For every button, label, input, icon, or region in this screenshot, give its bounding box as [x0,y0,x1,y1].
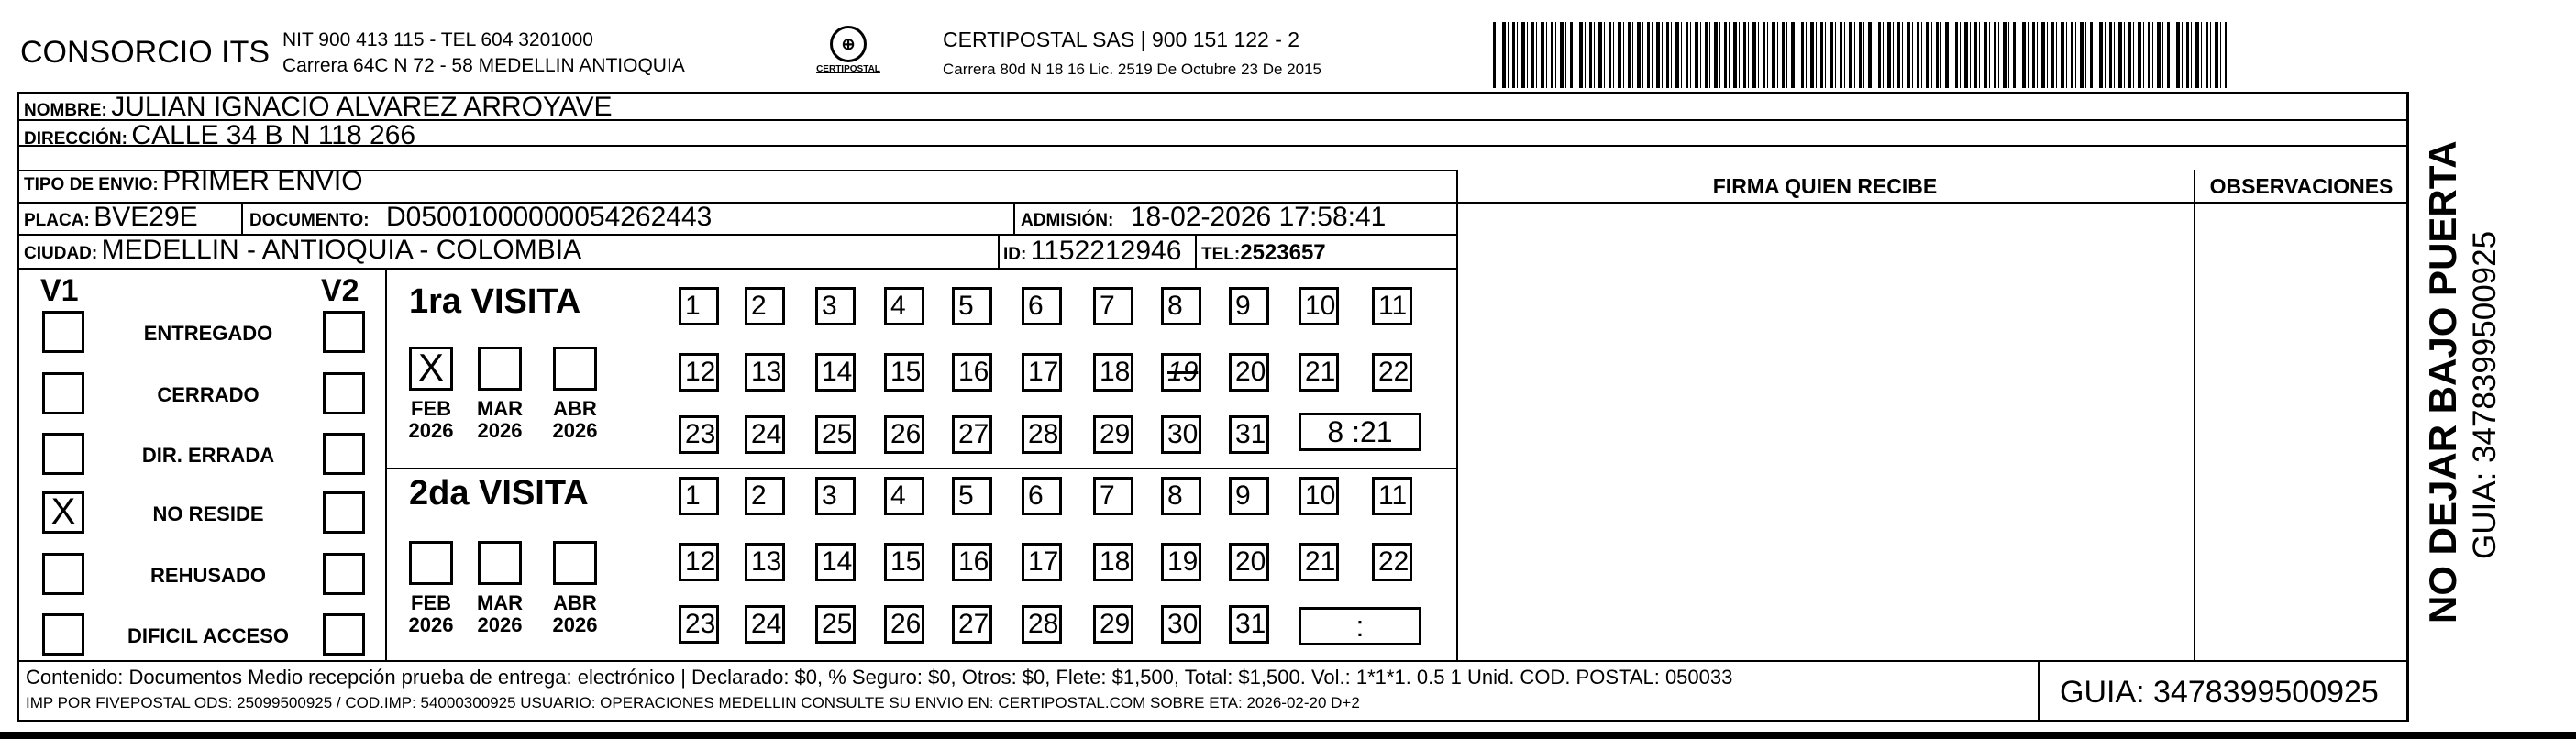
day-box[interactable]: 7 [1093,287,1133,325]
day-box[interactable]: 10 [1299,287,1339,325]
day-box[interactable]: 15 [884,543,924,581]
day-box[interactable]: 22 [1372,543,1412,581]
tipo-row [24,166,363,197]
nombre-row [24,92,613,123]
month-label [470,398,529,442]
status-label: NO RESIDE [152,502,264,525]
day-box[interactable]: 9 [1229,287,1269,325]
day-box[interactable]: 7 [1093,477,1133,515]
month-label [470,592,529,636]
v1-checkbox[interactable] [42,311,84,353]
day-box[interactable]: 13 [745,543,785,581]
day-box[interactable]: 25 [815,605,856,644]
placa-row [24,202,198,233]
nombre-value: JULIAN IGNACIO ALVAREZ ARROYAVE [111,92,613,122]
day-box[interactable]: 14 [815,353,856,392]
day-box[interactable]: 8 [1161,477,1201,515]
day-box[interactable]: 9 [1229,477,1269,515]
day-box[interactable]: 15 [884,353,924,392]
v2-checkbox[interactable] [323,372,365,414]
month-year: 2026 [477,613,523,636]
day-box[interactable]: 4 [884,477,924,515]
day-box[interactable]: 14 [815,543,856,581]
day-box[interactable]: 11 [1372,287,1412,325]
month-year: 2026 [408,613,454,636]
day-box[interactable]: 16 [952,543,992,581]
day-box[interactable]: 30 [1161,415,1201,454]
placa-value: BVE29E [94,202,198,232]
status-label: CERRADO [157,383,260,406]
tel-label: TEL: [1201,245,1241,264]
day-box[interactable]: 29 [1093,605,1133,644]
certipostal-info: CERTIPOSTAL SAS | 900 151 122 - 2 [943,28,1300,51]
v2-header: V2 [321,273,359,308]
day-box[interactable]: 24 [745,605,785,644]
direccion-value: CALLE 34 B N 118 266 [131,120,416,150]
divider [1456,170,1458,660]
day-box[interactable]: 2 [745,477,785,515]
day-box[interactable]: 16 [952,353,992,392]
status-label: DIFICIL ACCESO [127,624,289,647]
day-box[interactable]: 29 [1093,415,1133,454]
day-box[interactable]: 27 [952,415,992,454]
visit2-time[interactable]: : [1299,607,1421,645]
id-row [1003,236,1181,267]
admision-row [1021,202,1386,233]
footer-content: Contenido: Documentos Medio recepción prueba de entrega: electrónico | Declarado: $0, % Seguro: $0, Otros: $0, Flete: $1,500, Total: $1,500. Vol.: 1*1*1. 0.5 1 Unid. COD. POSTAL: 050033 [26,666,1733,689]
divider [17,268,1456,270]
day-box[interactable]: 19 [1161,543,1201,581]
side-guia: GUIA: 3478399500925 [2467,230,2503,559]
divider [1013,202,1015,234]
day-box[interactable]: 13 [745,353,785,392]
logo-text: CERTIPOSTAL [816,64,880,74]
month-label [402,592,460,636]
month-checkbox[interactable]: X [409,347,453,391]
divider [2194,170,2195,660]
day-box[interactable]: 19 [1161,353,1201,392]
month-name: MAR [476,397,524,420]
tel-row [1201,240,1326,266]
footer-imp: IMP POR FIVEPOSTAL ODS: 25099500925 / COD.IMP: 54000300925 USUARIO: OPERACIONES MEDELLIN CONSULTE SU ENVIO EN: CERTIPOSTAL.COM SOBRE ETA: 2026-02-20 D+2 [26,694,1360,711]
company-nit: NIT 900 413 115 - TEL 604 3201000 [282,29,593,50]
tipo-label: TIPO DE ENVIO: [24,175,159,194]
day-box[interactable]: 11 [1372,477,1412,515]
day-box[interactable]: 22 [1372,353,1412,392]
side-warning: NO DEJAR BAJO PUERTA [2421,140,2464,623]
bottom-bar [0,732,2576,739]
v1-checkbox[interactable] [42,433,84,475]
day-box[interactable]: 31 [1229,415,1269,454]
day-box[interactable]: 1 [679,287,719,325]
ciudad-value: MEDELLIN - ANTIOQUIA - COLOMBIA [101,235,582,265]
day-box[interactable]: 20 [1229,353,1269,392]
day-box[interactable]: 23 [679,415,719,454]
month-checkbox[interactable] [409,541,453,585]
month-name: MAR [476,591,524,614]
nombre-label: NOMBRE: [24,101,107,120]
v2-checkbox[interactable] [323,433,365,475]
day-box[interactable]: 3 [815,287,856,325]
day-box[interactable]: 6 [1022,477,1062,515]
day-box[interactable]: 5 [952,477,992,515]
month-name: FEB [411,591,451,614]
firma-header: FIRMA QUIEN RECIBE [1712,174,1938,198]
v2-checkbox[interactable] [323,311,365,353]
month-checkbox[interactable] [553,541,597,585]
v1-header: V1 [40,273,79,308]
admision-label: ADMISIÓN: [1021,211,1114,230]
status-label: DIR. ERRADA [141,444,275,467]
company-address: Carrera 64C N 72 - 58 MEDELLIN ANTIOQUIA [282,55,685,76]
divider [385,268,387,660]
ciudad-row [24,235,581,266]
status-label: REHUSADO [150,564,266,587]
month-name: ABR [553,591,597,614]
day-box[interactable]: 10 [1299,477,1339,515]
day-box[interactable]: 2 [745,287,785,325]
month-name: FEB [411,397,451,420]
month-year: 2026 [552,613,598,636]
v1-checkbox[interactable] [42,372,84,414]
documento-value: D05001000000054262443 [386,202,713,232]
month-checkbox[interactable] [478,347,522,391]
divider [241,202,243,234]
certipostal-logo [816,26,880,81]
admision-value: 18-02-2026 17:58:41 [1130,202,1387,232]
divider [1195,234,1197,268]
footer-guia: GUIA: 3478399500925 [2060,675,2379,710]
status-label: ENTREGADO [143,322,273,345]
day-box[interactable]: 23 [679,605,719,644]
visit1-time[interactable]: 8 :21 [1299,413,1421,451]
day-box[interactable]: 18 [1093,543,1133,581]
v1-checkbox[interactable] [42,553,84,595]
month-year: 2026 [552,419,598,442]
divider [17,660,2409,662]
day-box[interactable]: 18 [1093,353,1133,392]
divider [2038,660,2040,722]
id-value: 1152212946 [1030,236,1182,266]
day-box[interactable]: 21 [1299,353,1339,392]
logo-icon: ⊕ [830,26,867,62]
id-label: ID: [1003,245,1027,264]
v2-checkbox[interactable] [323,613,365,656]
day-box[interactable]: 21 [1299,543,1339,581]
month-label [402,398,460,442]
day-box[interactable]: 17 [1022,543,1062,581]
v2-checkbox[interactable] [323,491,365,534]
day-box[interactable]: 20 [1229,543,1269,581]
company-info [282,28,685,79]
divider [998,234,1000,268]
day-box[interactable]: 6 [1022,287,1062,325]
day-box[interactable]: 25 [815,415,856,454]
visit2-title: 2da VISITA [409,474,589,513]
tipo-value: PRIMER ENVIO [162,166,363,196]
divider [385,468,1456,469]
day-box[interactable]: 5 [952,287,992,325]
day-box[interactable]: 27 [952,605,992,644]
month-label [546,398,604,442]
barcode-icon [1493,22,2227,88]
day-box[interactable]: 28 [1022,605,1062,644]
month-checkbox[interactable] [553,347,597,391]
day-box[interactable]: 28 [1022,415,1062,454]
month-name: ABR [553,397,597,420]
placa-label: PLACA: [24,211,90,230]
certipostal-license: Carrera 80d N 18 16 Lic. 2519 De Octubre 23 De 2015 [943,61,1321,78]
month-year: 2026 [408,419,454,442]
day-box[interactable]: 12 [679,543,719,581]
documento-row [249,202,712,233]
day-box[interactable]: 31 [1229,605,1269,644]
day-box[interactable]: 26 [884,605,924,644]
company-name: CONSORCIO ITS [20,35,271,70]
month-label [546,592,604,636]
day-box[interactable]: 12 [679,353,719,392]
ciudad-label: CIUDAD: [24,244,98,263]
day-box[interactable]: 24 [745,415,785,454]
v2-checkbox[interactable] [323,553,365,595]
day-box[interactable]: 17 [1022,353,1062,392]
month-year: 2026 [477,419,523,442]
observaciones-header: OBSERVACIONES [2209,174,2394,198]
day-box[interactable]: 3 [815,477,856,515]
v1-checkbox[interactable]: X [42,491,84,534]
direccion-label: DIRECCIÓN: [24,129,127,149]
tel-value: 2523657 [1240,240,1326,265]
day-box[interactable]: 8 [1161,287,1201,325]
day-box[interactable]: 4 [884,287,924,325]
month-checkbox[interactable] [478,541,522,585]
documento-label: DOCUMENTO: [249,211,370,230]
direccion-row [24,120,415,151]
day-box[interactable]: 26 [884,415,924,454]
day-box[interactable]: 1 [679,477,719,515]
v1-checkbox[interactable] [42,613,84,656]
day-box[interactable]: 30 [1161,605,1201,644]
divider [1456,202,2409,204]
visit1-title: 1ra VISITA [409,282,581,321]
